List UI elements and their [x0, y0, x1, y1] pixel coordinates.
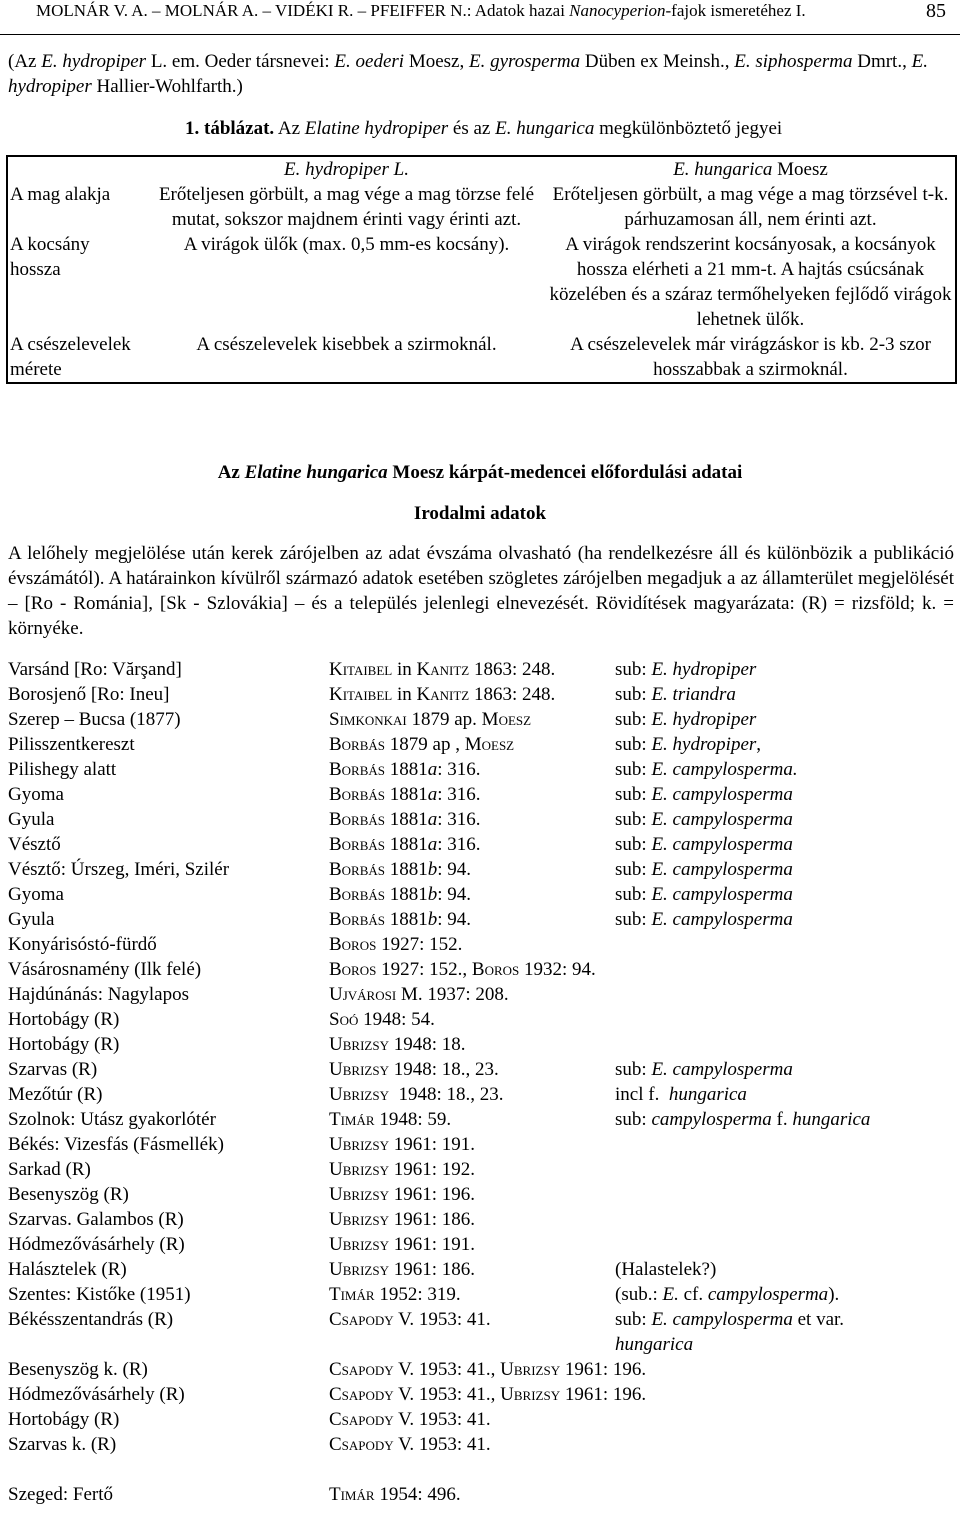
record-reference [329, 1357, 646, 1382]
record-row [8, 757, 954, 782]
author-name: Ubrizsy [500, 1384, 561, 1405]
caption-text: és az [448, 118, 496, 139]
record-row [8, 982, 954, 1007]
record-row [8, 1482, 954, 1507]
text-segment: 1879 ap. [406, 709, 482, 730]
record-note [615, 857, 905, 882]
record-locality: Varsánd [Ro: Vărşand] [8, 659, 182, 680]
taxon-name: a [427, 784, 438, 805]
text-segment: 1881 [385, 859, 428, 880]
syn-taxon: E. siphosperma [734, 51, 853, 72]
record-row [8, 1282, 954, 1307]
record-locality: Vésztő [8, 834, 61, 855]
record-reference [329, 1057, 499, 1082]
cell-hungarica: Erőteljesen görbült, a mag vége a mag törzsével t-k. párhuzamosan áll, nem érinti azt. [552, 184, 949, 230]
taxon-name: hungarica [615, 1334, 694, 1355]
cell-hungarica: A virágok rendszerint kocsányosak, a kocsányok hossza elérheti a 21 mm-t. A hajtás csúcsának közelében és a száraz termőhelyeken fejlődő virágok lehetnek ülők. [549, 234, 952, 330]
text-segment: 1881 [385, 834, 428, 855]
text-segment: et var. [792, 1309, 849, 1330]
table-header-hungarica [546, 156, 956, 182]
author-name: Csapody [329, 1309, 394, 1330]
taxon-name: a [427, 759, 438, 780]
author-name: Borbás [329, 884, 386, 905]
taxon-name: campylosperma [707, 1284, 829, 1305]
table-row [7, 182, 956, 232]
author-name: Ubrizsy [329, 1134, 389, 1155]
record-reference [329, 1107, 451, 1132]
text-segment: 1863: 248. [469, 659, 556, 680]
author-name: Borbás [329, 909, 386, 930]
author-name: Csapody [329, 1409, 394, 1430]
record-locality: Vásárosnamény (Ilk felé) [8, 959, 202, 980]
text-segment: : 316. [437, 784, 481, 805]
text-segment: : 316. [437, 809, 481, 830]
cell-hydropiper: Erőteljesen görbült, a mag vége a mag törzse felé mutat, sokszor majdnem érinti vagy érinti azt. [158, 184, 535, 230]
record-row [8, 1357, 954, 1382]
records-list [8, 657, 954, 1507]
text-segment: 1881 [385, 809, 428, 830]
text-segment: 1881 [385, 884, 428, 905]
running-head [36, 1, 960, 25]
record-reference [329, 707, 531, 732]
text-segment: 1948: 18., 23. [388, 1084, 504, 1105]
record-locality: Gyula [8, 809, 55, 830]
text-segment: sub: [615, 709, 652, 730]
record-row [8, 807, 954, 832]
text-segment: cf. [678, 1284, 708, 1305]
record-note [615, 1107, 905, 1132]
author-name: Moesz [464, 734, 515, 755]
record-locality: Szarvas k. (R) [8, 1434, 117, 1455]
text-segment: 1881 [385, 909, 428, 930]
record-locality: Hortobágy (R) [8, 1409, 120, 1430]
text-segment: V. 1953: 41. [393, 1309, 491, 1330]
record-row [8, 1082, 954, 1107]
record-locality: Hódmezővásárhely (R) [8, 1384, 185, 1405]
taxon-name: E. campylosperma [651, 1309, 793, 1330]
record-note [615, 657, 905, 682]
record-row [8, 882, 954, 907]
header-taxon: E. hungarica [673, 159, 773, 180]
text-segment: : 94. [437, 884, 472, 905]
text-segment: 1948: 54. [358, 1009, 435, 1030]
text-segment: 1961: 196. [560, 1359, 647, 1380]
record-row [8, 707, 954, 732]
text-segment: incl f. [615, 1084, 669, 1105]
author-name: Soó [329, 1009, 359, 1030]
author-name: Borbás [329, 784, 386, 805]
record-reference [329, 982, 509, 1007]
text-segment: 1961: 191. [388, 1234, 475, 1255]
text-segment: (sub.: [615, 1284, 663, 1305]
author-name: Ubrizsy [329, 1184, 389, 1205]
author-name: Ubrizsy [500, 1359, 561, 1380]
record-locality: Békésszentandrás (R) [8, 1309, 174, 1330]
text-segment: 1961: 191. [388, 1134, 475, 1155]
heading-taxon: Elatine hungarica [244, 462, 388, 483]
record-row [8, 1132, 954, 1157]
caption-taxon: Elatine hydropiper [304, 118, 449, 139]
heading-text: Moesz kárpát-medencei előfordulási adatai [387, 462, 743, 483]
record-reference [329, 1082, 503, 1107]
text-segment: sub: [615, 809, 652, 830]
record-locality: Szeged: Fertő [8, 1484, 114, 1505]
taxon-name: E. campylosperma [651, 834, 793, 855]
author-name: Kitaibel [329, 684, 393, 705]
text-segment: 1948: 18., 23. [388, 1059, 499, 1080]
author-name: Borbás [329, 834, 386, 855]
record-locality: Hortobágy (R) [8, 1009, 120, 1030]
record-row [8, 1382, 954, 1407]
table-caption-label: 1. táblázat. [185, 118, 275, 139]
syn-text: L. em. Oeder társnevei: [146, 51, 335, 72]
record-reference [329, 1307, 491, 1332]
author-name: Borbás [329, 859, 386, 880]
text-segment: sub: [615, 659, 652, 680]
text-segment: 1932: 94. [519, 959, 596, 980]
author-name: Ubrizsy [329, 1084, 389, 1105]
record-row [8, 1107, 954, 1132]
taxon-name: E. hydropiper [651, 659, 757, 680]
synonyms-paragraph [8, 49, 952, 99]
text-segment: sub: [615, 859, 652, 880]
record-note [615, 882, 905, 907]
text-segment: sub: [615, 784, 652, 805]
record-reference [329, 1407, 491, 1432]
record-locality: Besenyszög k. (R) [8, 1359, 148, 1380]
syn-taxon: E. oederi [334, 51, 405, 72]
taxon-name: campylosperma [651, 1109, 772, 1130]
record-reference [329, 782, 481, 807]
record-note [615, 682, 905, 707]
record-reference [329, 657, 555, 682]
author-name: Timár [329, 1484, 375, 1505]
text-segment: sub: [615, 1109, 652, 1130]
author-name: Timár [329, 1284, 375, 1305]
taxon-name: E. campylosperma [651, 1059, 793, 1080]
record-reference [329, 907, 471, 932]
text-segment: 1952: 319. [374, 1284, 461, 1305]
record-locality: Hortobágy (R) [8, 1034, 120, 1055]
author-name: Ubrizsy [329, 1059, 389, 1080]
syn-text: Düben ex Meinsh., [580, 51, 735, 72]
taxon-name: b [427, 884, 438, 905]
author-name: Boros [329, 959, 377, 980]
record-row [8, 1232, 954, 1257]
author-name: Timár [329, 1109, 375, 1130]
text-segment: 1961: 196. [388, 1184, 475, 1205]
taxon-name: E. hydropiper [651, 734, 757, 755]
row-label: A csészelevelek mérete [10, 334, 131, 380]
record-row [8, 857, 954, 882]
record-locality: Szarvas (R) [8, 1059, 98, 1080]
syn-text: Dmrt., [852, 51, 912, 72]
text-segment: 1961: 186. [388, 1209, 475, 1230]
taxon-name: hungarica [668, 1084, 747, 1105]
text-segment: 1961: 192. [388, 1159, 475, 1180]
record-reference [329, 732, 514, 757]
taxon-name: a [427, 809, 438, 830]
table-caption [185, 118, 782, 140]
record-reference [329, 1207, 475, 1232]
record-reference [329, 1432, 491, 1457]
intro-paragraph: A lelőhely megjelölése után kerek zárójelben az adat évszáma olvasható (ha rendelkezésre áll és különbözik a publikáció évszámától). A határainkon kívülről származó adatok esetében szögletes zárójelben megadjuk a az államterület megjelölését – [Ro - Románia], [Sk - Szlovákia] – és a település jelenlegi elnevezését. Rövidítések magyarázata: (R) = rizsföld; k. = környéke. [8, 543, 954, 639]
heading-text: Az [217, 462, 245, 483]
taxon-name: E. campylosperma [651, 909, 793, 930]
row-label: A mag alakja [10, 184, 111, 205]
taxon-name: hungarica [792, 1109, 871, 1130]
record-reference [329, 757, 481, 782]
header-title-pre: Adatok hazai [474, 1, 570, 20]
cell-hungarica: A csészelevelek már virágzáskor is kb. 2-3 szor hosszabbak a szirmoknál. [570, 334, 931, 380]
author-name: Simkonkai [329, 709, 407, 730]
table-header-empty [7, 156, 147, 182]
text-segment: : 316. [437, 759, 481, 780]
record-locality: Mezőtúr (R) [8, 1084, 103, 1105]
table-row [7, 232, 956, 332]
author-name: Kitaibel [329, 659, 393, 680]
record-row [8, 1157, 954, 1182]
text-segment: sub: [615, 884, 652, 905]
syn-text: Moesz, [404, 51, 469, 72]
record-reference [329, 932, 462, 957]
text-segment: sub: [615, 909, 652, 930]
record-note [615, 807, 905, 832]
author-name: Boros [471, 959, 520, 980]
author-name: Ubrizsy [329, 1209, 389, 1230]
text-segment: 1927: 152., [376, 959, 472, 980]
text-segment: sub: [615, 734, 652, 755]
header-title-post: -fajok ismeretéhez I. [665, 1, 806, 20]
record-locality: Szarvas. Galambos (R) [8, 1209, 184, 1230]
text-segment: ). [828, 1284, 840, 1305]
record-reference [329, 1157, 475, 1182]
cell-hydropiper: A csészelevelek kisebbek a szirmoknál. [196, 334, 497, 355]
record-locality: Hódmezővásárhely (R) [8, 1234, 185, 1255]
record-locality: Pilishegy alatt [8, 759, 117, 780]
text-segment: 1881 [385, 784, 428, 805]
author-name: Ujvárosi [329, 984, 397, 1005]
record-reference [329, 882, 471, 907]
record-note [615, 1057, 905, 1082]
record-row [8, 1257, 954, 1282]
record-reference [329, 1282, 461, 1307]
text-segment: 1881 [385, 759, 428, 780]
syn-text: Hallier-Wohlfarth.) [91, 76, 243, 97]
text-segment: f. [771, 1109, 793, 1130]
author-name: Ubrizsy [329, 1234, 389, 1255]
text-segment: M. 1937: 208. [396, 984, 509, 1005]
page-number: 85 [926, 0, 946, 22]
record-reference [329, 1132, 475, 1157]
taxon-name: E. campylosperma [651, 859, 793, 880]
text-segment: , [756, 734, 762, 755]
record-note [615, 832, 905, 857]
taxon-name: E. campylosperma [651, 884, 793, 905]
text-segment: V. 1953: 41., [393, 1359, 501, 1380]
table-header-hydropiper [147, 156, 546, 182]
taxon-name: b [427, 909, 438, 930]
text-segment: in [392, 684, 417, 705]
list-gap [8, 1457, 954, 1482]
record-row [8, 932, 954, 957]
taxon-name: E. campylosperma. [651, 759, 798, 780]
caption-text: megkülönböztető jegyei [594, 118, 783, 139]
text-segment: 1954: 496. [374, 1484, 461, 1505]
header-rule [0, 34, 960, 35]
record-locality: Békés: Vizesfás (Fásmellék) [8, 1134, 224, 1155]
text-segment: 1927: 152. [376, 934, 463, 955]
record-locality: Gyoma [8, 884, 64, 905]
text-segment: 1948: 59. [374, 1109, 452, 1130]
text-segment: 1879 ap , [385, 734, 465, 755]
table-row [7, 332, 956, 383]
text-segment: sub: [615, 834, 652, 855]
header-authors: MOLNÁR V. A. – MOLNÁR A. – VIDÉKI R. – PFEIFFER N.: [36, 1, 472, 20]
cell-hydropiper: A virágok ülők (max. 0,5 mm-es kocsány). [183, 234, 510, 255]
record-row [8, 1207, 954, 1232]
author-name: Boros [329, 934, 377, 955]
record-reference [329, 957, 596, 982]
record-note [615, 757, 905, 782]
taxon-name: E. [662, 1284, 679, 1305]
record-note [615, 1282, 905, 1307]
record-row [8, 1057, 954, 1082]
record-row [8, 682, 954, 707]
record-reference [329, 682, 555, 707]
text-segment: 1961: 196. [560, 1384, 647, 1405]
record-locality: Sarkad (R) [8, 1159, 91, 1180]
taxon-name: a [427, 834, 438, 855]
author-name: Csapody [329, 1359, 394, 1380]
syn-taxon: E. gyrosperma [468, 51, 581, 72]
author-name: Csapody [329, 1384, 394, 1405]
text-segment: : 94. [437, 909, 472, 930]
record-reference [329, 1032, 465, 1057]
author-name: Borbás [329, 759, 386, 780]
record-row [8, 657, 954, 682]
header-author: Moesz [772, 159, 828, 180]
record-reference [329, 1182, 475, 1207]
text-segment: 1948: 18. [388, 1034, 466, 1055]
record-note [615, 707, 905, 732]
record-row [8, 1432, 954, 1457]
record-row [8, 1182, 954, 1207]
text-segment: 1961: 186. [388, 1259, 475, 1280]
row-label: A kocsány hossza [10, 234, 90, 280]
text-segment: sub: [615, 759, 652, 780]
record-reference [329, 1482, 461, 1507]
record-reference [329, 1382, 646, 1407]
record-note [615, 782, 905, 807]
record-reference [329, 1007, 435, 1032]
record-locality: Gyoma [8, 784, 64, 805]
record-note [615, 907, 905, 932]
record-locality: Hajdúnánás: Nagylapos [8, 984, 189, 1005]
table-header-row [7, 156, 956, 182]
text-segment: in [392, 659, 417, 680]
text-segment: V. 1953: 41. [393, 1409, 491, 1430]
record-locality: Gyula [8, 909, 55, 930]
record-locality: Halásztelek (R) [8, 1259, 127, 1280]
text-segment: V. 1953: 41. [393, 1434, 491, 1455]
syn-taxon: E. hydropiper [41, 51, 147, 72]
record-row [8, 1407, 954, 1432]
text-segment: sub: [615, 684, 652, 705]
record-locality: Borosjenő [Ro: Ineu] [8, 684, 170, 705]
text-segment: sub: [615, 1059, 652, 1080]
author-name: Borbás [329, 809, 386, 830]
author-name: Moesz [481, 709, 532, 730]
author-name: Csapody [329, 1434, 394, 1455]
taxon-name: E. hydropiper [651, 709, 757, 730]
record-note [615, 732, 905, 757]
section-heading [0, 462, 960, 484]
record-locality: Vésztő: Úrszeg, Iméri, Szilér [8, 859, 230, 880]
taxon-name: b [427, 859, 438, 880]
text-segment: V. 1953: 41., [393, 1384, 501, 1405]
syn-text: (Az [8, 51, 42, 72]
record-locality: Konyárisóstó-fürdő [8, 934, 157, 955]
author-name: Kanitz [416, 684, 470, 705]
author-name: Ubrizsy [329, 1159, 389, 1180]
taxon-name: E. campylosperma [651, 784, 793, 805]
caption-taxon: E. hungarica [495, 118, 595, 139]
record-row [8, 1307, 954, 1357]
record-reference [329, 857, 471, 882]
record-row [8, 832, 954, 857]
header-title-genus: Nanocyperion [569, 1, 666, 20]
record-locality: Pilisszentkereszt [8, 734, 135, 755]
text-segment: : 316. [437, 834, 481, 855]
syn-taxon: E. hydropiper [8, 51, 928, 97]
record-reference [329, 1232, 475, 1257]
text-segment: 1863: 248. [469, 684, 556, 705]
taxon-name: E. campylosperma [651, 809, 793, 830]
caption-text: Az [274, 118, 305, 139]
record-row [8, 1032, 954, 1057]
record-note [615, 1307, 905, 1357]
comparison-table [6, 155, 957, 384]
author-name: Kanitz [416, 659, 470, 680]
author-name: Borbás [329, 734, 386, 755]
author-name: Ubrizsy [329, 1259, 389, 1280]
record-row [8, 1007, 954, 1032]
record-note [615, 1257, 905, 1282]
record-reference [329, 1257, 475, 1282]
record-row [8, 732, 954, 757]
record-reference [329, 832, 481, 857]
record-locality: Szolnok: Utász gyakorlótér [8, 1109, 216, 1130]
record-locality: Szerep – Bucsa (1877) [8, 709, 181, 730]
text-segment: sub: [615, 1309, 652, 1330]
record-row [8, 907, 954, 932]
text-segment: : 94. [437, 859, 472, 880]
record-row [8, 957, 954, 982]
record-locality: Szentes: Kistőke (1951) [8, 1284, 191, 1305]
record-reference [329, 807, 481, 832]
record-note [615, 1082, 905, 1107]
record-row [8, 782, 954, 807]
header-taxon: E. hydropiper L. [284, 159, 409, 180]
subheading: Irodalmi adatok [413, 503, 547, 524]
record-locality: Besenyszög (R) [8, 1184, 129, 1205]
text-segment: (Halastelek?) [615, 1259, 717, 1280]
author-name: Ubrizsy [329, 1034, 389, 1055]
taxon-name: E. triandra [651, 684, 736, 705]
